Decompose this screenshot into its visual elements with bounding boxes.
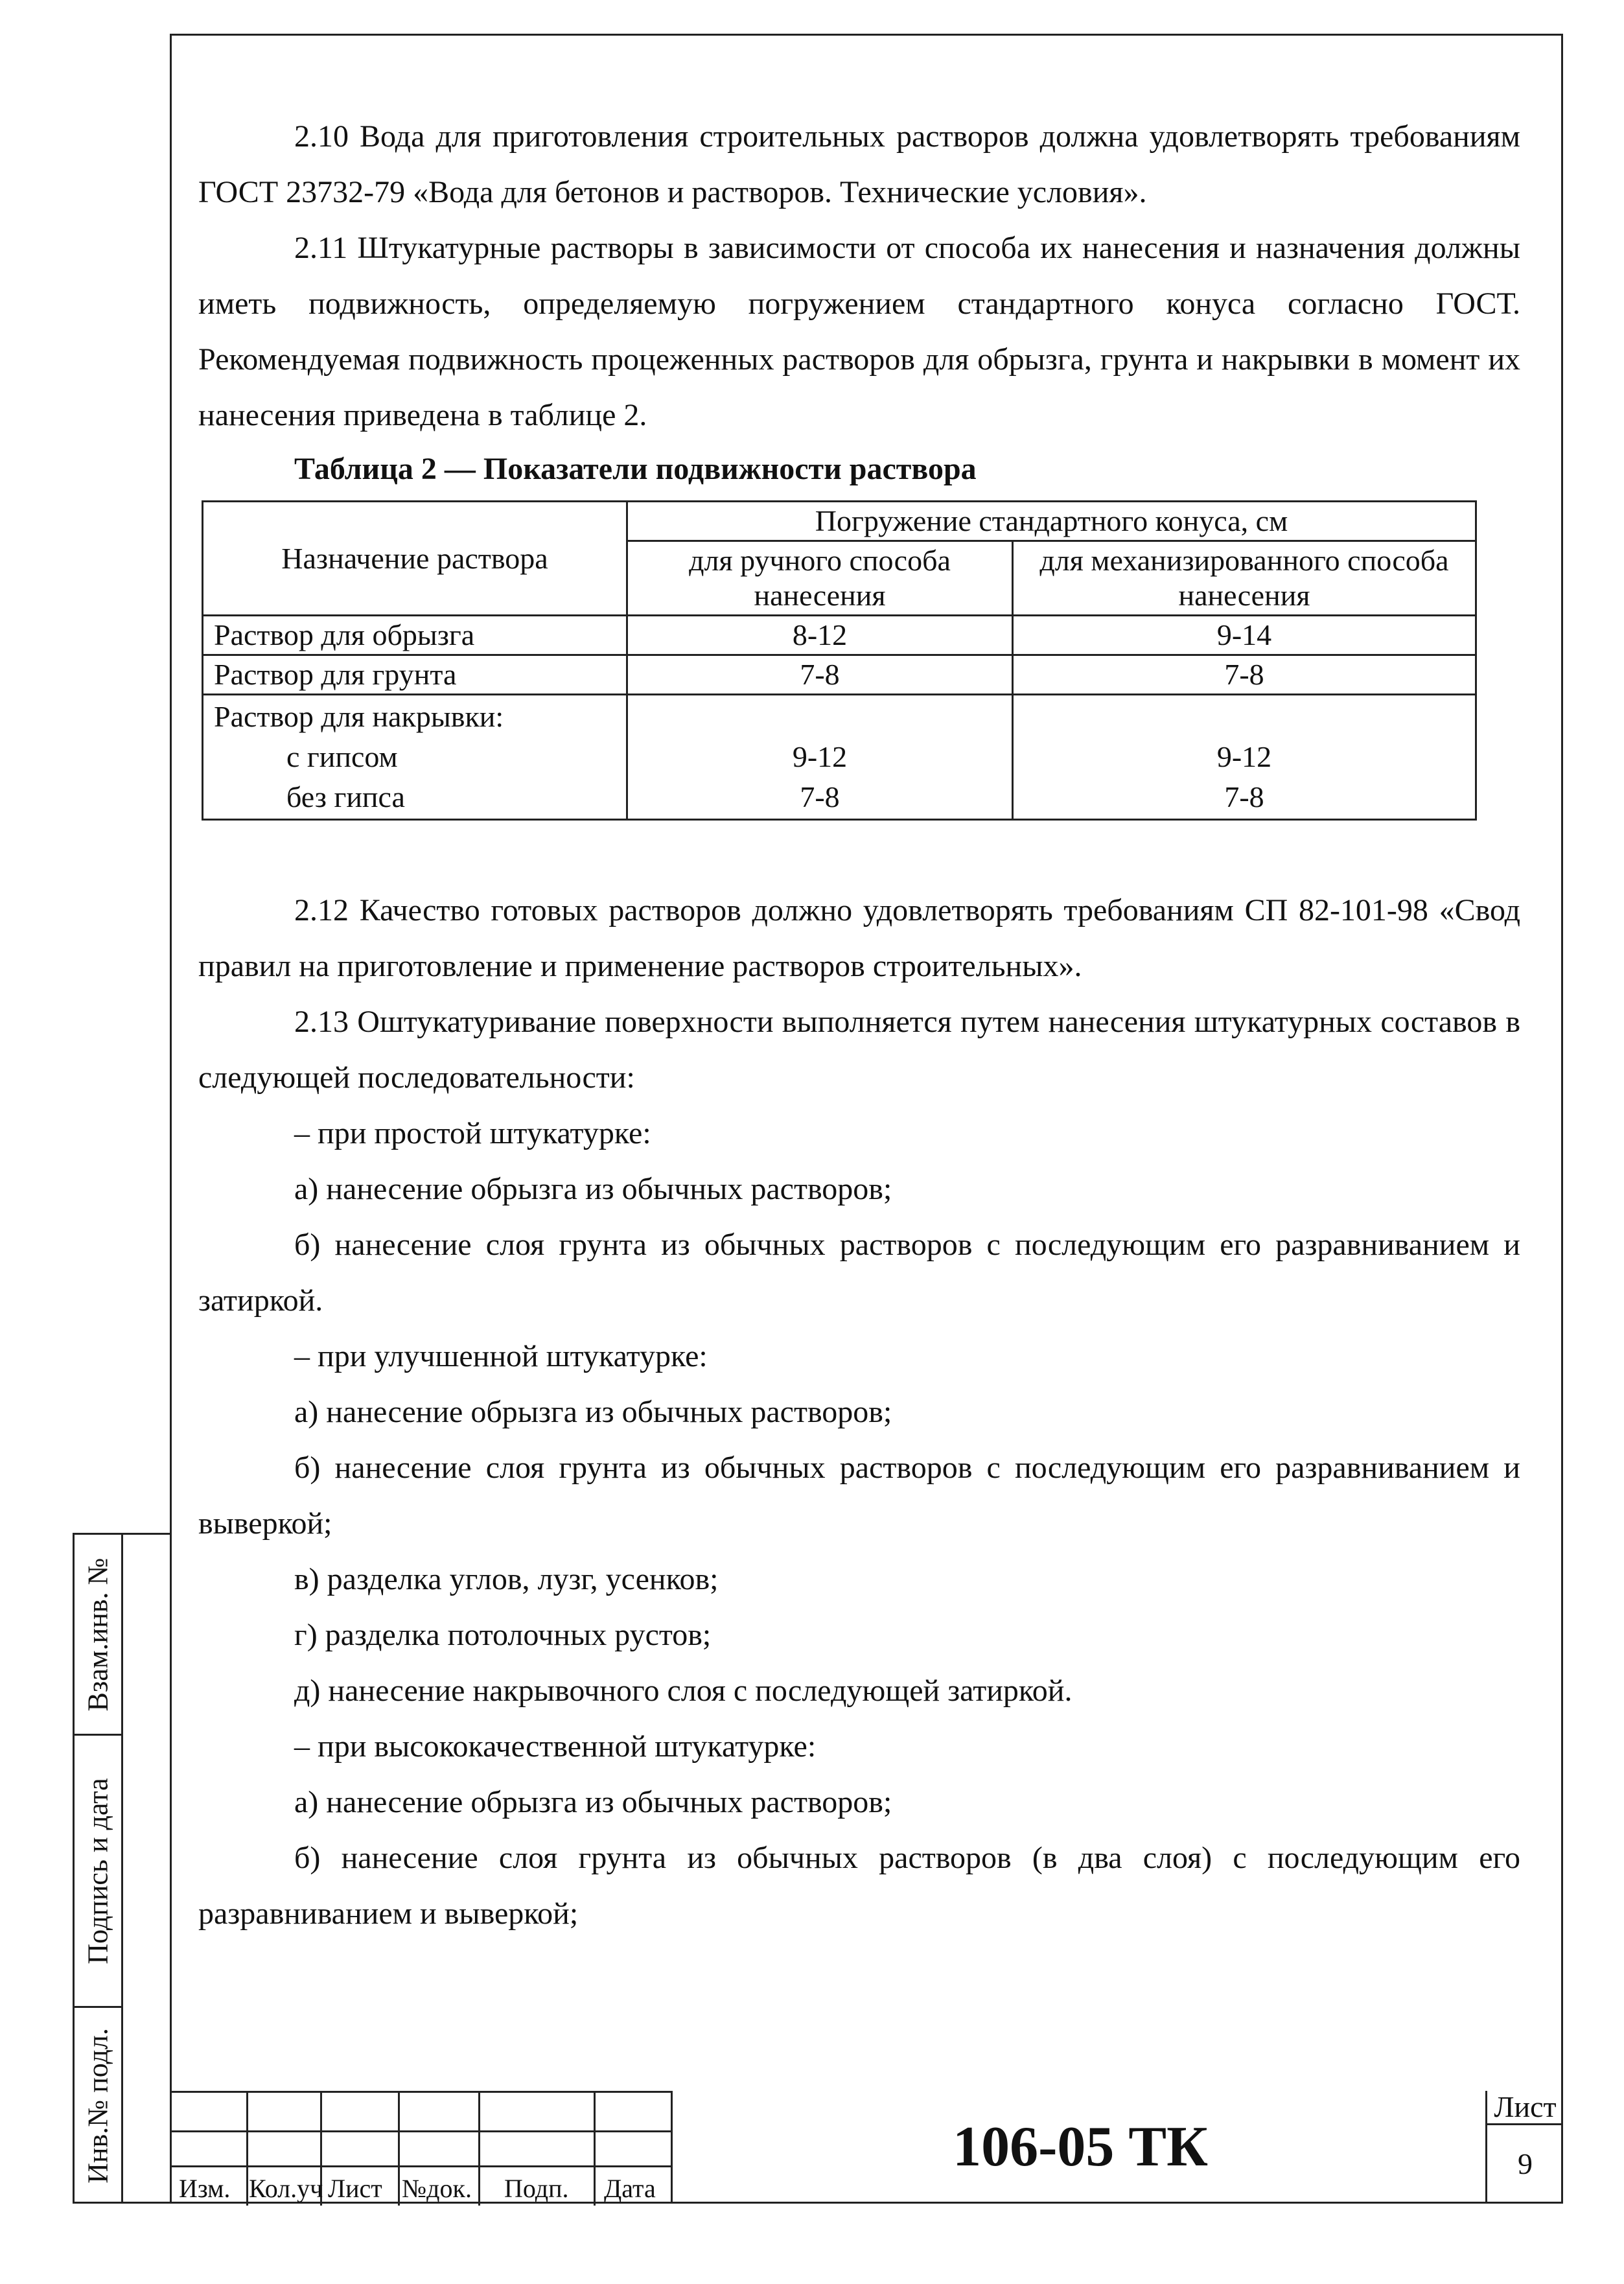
sheet-box: [1485, 2091, 1563, 2204]
side-cell-vzam: [75, 1535, 121, 1736]
col-ndok: №док.: [402, 2174, 472, 2203]
row-subname: без гипса: [286, 780, 405, 813]
side-cell-podpis: [75, 1736, 121, 2008]
row-manual-group: [627, 695, 1013, 820]
list-item: а) нанесение обрызга из обычных растворов;: [294, 1395, 892, 1429]
list-item: в) разделка углов, лузг, усенков;: [294, 1562, 719, 1596]
list-heading: – при простой штукатурке:: [294, 1116, 651, 1150]
table-header-row: [203, 502, 1476, 541]
row-mech: 7-8: [1224, 780, 1264, 813]
document-code: 106-05 ТК: [953, 2115, 1208, 2178]
title-block-grid: [170, 2091, 673, 2204]
row-mech: 9-12: [1216, 740, 1272, 773]
side-stamp: [73, 1533, 170, 2204]
list-heading: – при высококачественной штукатурке:: [294, 1729, 817, 1764]
header-purpose: Назначение раствора: [203, 502, 627, 616]
document-body: [198, 109, 1520, 1942]
side-label-podpis: Подпись и дата: [82, 1777, 114, 1964]
table-row: [203, 616, 1476, 655]
list-heading: – при улучшенной штукатурке:: [294, 1339, 708, 1373]
row-mech: 9-14: [1013, 616, 1476, 655]
side-label-vzam: Взам.инв. №: [82, 1557, 114, 1711]
side-label-inv: Инв.№ подл.: [82, 2028, 114, 2184]
col-podp: Подп.: [504, 2174, 569, 2203]
list-item: б) нанесение слоя грунта из обычных растворов с последующим его разравниванием и выверкой;: [198, 1451, 1520, 1541]
list-item: г) разделка потолочных рустов;: [294, 1618, 712, 1652]
row-manual: 7-8: [800, 780, 840, 813]
grid-line: [594, 2093, 596, 2206]
paragraph-2-12: 2.12 Качество готовых растворов должно удовлетворять требованиям СП 82-101-98 «Свод правил на приготовление и применение растворов строительных».: [198, 893, 1520, 983]
mobility-table: [202, 500, 1477, 821]
row-subname: с гипсом: [286, 740, 398, 773]
header-group: Погружение стандартного конуса, см: [627, 502, 1476, 541]
grid-line: [478, 2093, 480, 2206]
grid-line: [246, 2093, 248, 2206]
list-item: а) нанесение обрызга из обычных растворов;: [294, 1172, 892, 1206]
row-name: Раствор для обрызга: [203, 616, 627, 655]
row-name: Раствор для грунта: [203, 655, 627, 695]
sheet-label: Лист: [1487, 2091, 1563, 2125]
paragraph-2-10: 2.10 Вода для приготовления строительных растворов должна удовлетворять требованиям ГОСТ 23732-79 «Вода для бетонов и растворов. Технические условия».: [198, 119, 1520, 209]
table-row: [203, 695, 1476, 820]
row-group-cell: [203, 695, 627, 820]
table-row: [203, 655, 1476, 695]
row-manual: 9-12: [792, 740, 848, 773]
row-manual: 7-8: [627, 655, 1013, 695]
row-mech-group: [1013, 695, 1476, 820]
grid-line: [170, 2130, 673, 2132]
title-block: [170, 2091, 1563, 2204]
list-item: б) нанесение слоя грунта из обычных растворов (в два слоя) с последующим его разравниванием и выверкой;: [198, 1841, 1520, 1931]
col-list: Лист: [328, 2174, 382, 2203]
list-item: б) нанесение слоя грунта из обычных растворов с последующим его разравниванием и затиркой.: [198, 1228, 1520, 1318]
paragraph-2-11: 2.11 Штукатурные растворы в зависимости от способа их нанесения и назначения должны иметь подвижность, определяемую погружением стандартного конуса согласно ГОСТ. Рекомендуемая подвижность процеженных растворов для обрызга, грунта и накрывки в момент их нанесения приведена в таблице 2.: [198, 231, 1520, 432]
side-stamp-divider: [121, 1535, 123, 2202]
grid-line: [398, 2093, 400, 2206]
list-item: а) нанесение обрызга из обычных растворов;: [294, 1785, 892, 1819]
row-manual: 8-12: [627, 616, 1013, 655]
col-data: Дата: [604, 2174, 656, 2203]
header-mech: для механизированного способа нанесения: [1013, 541, 1476, 616]
row-mech: 7-8: [1013, 655, 1476, 695]
paragraph-2-13: 2.13 Оштукатуривание поверхности выполняется путем нанесения штукатурных составов в следующей последовательности:: [198, 1005, 1520, 1095]
grid-line: [170, 2165, 673, 2167]
col-izm: Изм.: [179, 2174, 231, 2203]
spacer: [198, 821, 1520, 883]
list-item: д) нанесение накрывочного слоя с последующей затиркой.: [294, 1673, 1073, 1708]
sheet-number: 9: [1518, 2147, 1533, 2180]
table-caption: Таблица 2 — Показатели подвижности раствора: [294, 452, 977, 486]
col-kolich: Кол.уч: [249, 2174, 323, 2203]
side-cell-inv: [75, 2008, 121, 2204]
header-manual: для ручного способа нанесения: [627, 541, 1013, 616]
row-name: Раствор для накрывки:: [214, 700, 504, 733]
